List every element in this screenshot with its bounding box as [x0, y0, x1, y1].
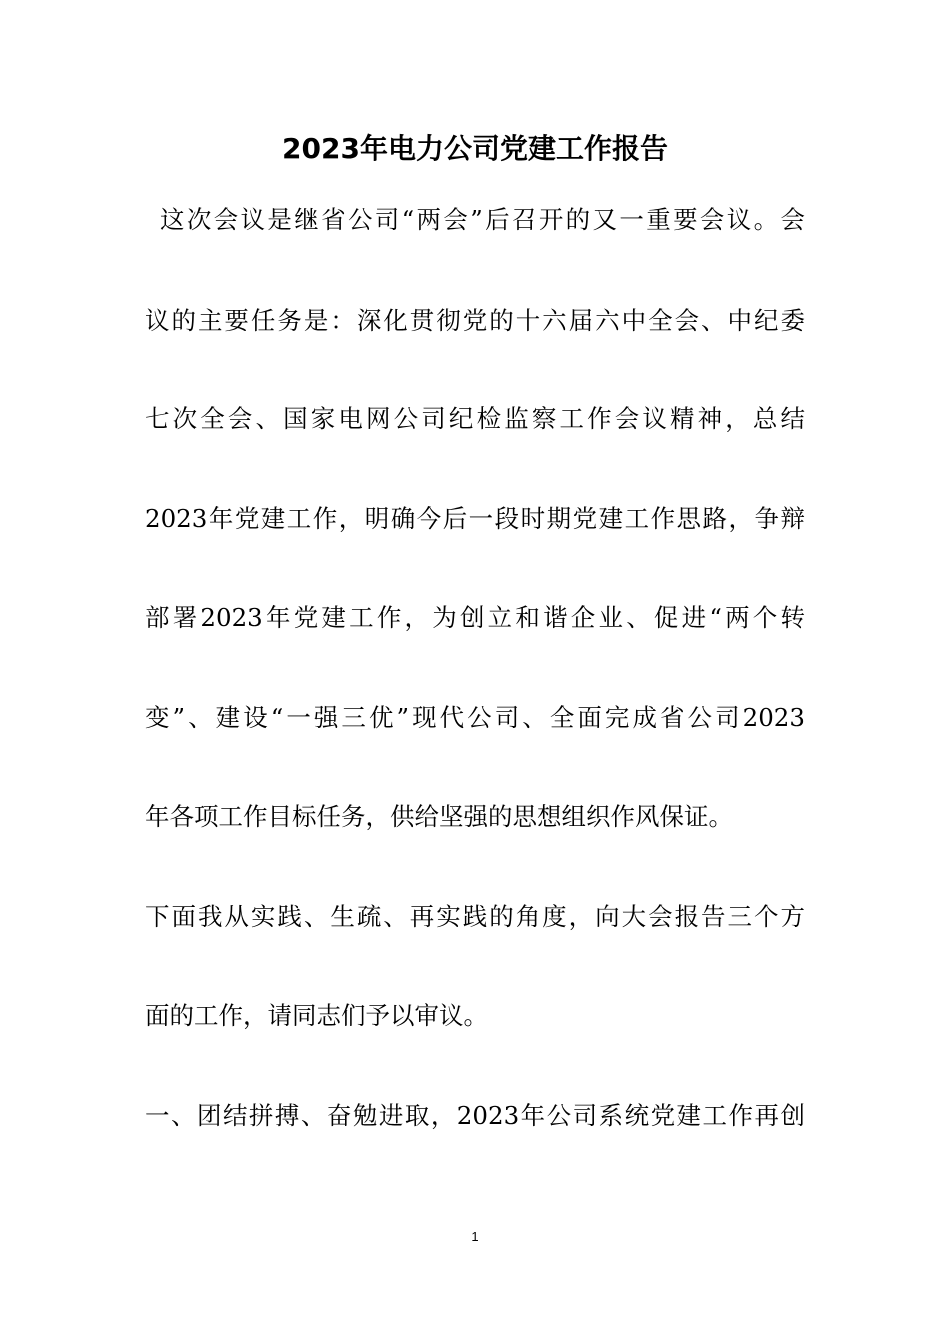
document-title: 2023年电力公司党建工作报告 — [282, 132, 668, 165]
paragraph-line: 这次会议是继省公司“两会”后召开的又一重要会议。会 — [160, 205, 805, 234]
paragraph-line: 面的工作，请同志们予以审议。 — [145, 1001, 488, 1030]
paragraph-line: 变”、建设“一强三优”现代公司、全面完成省公司2023 — [145, 703, 805, 732]
paragraph-line: 议的主要任务是：深化贯彻党的十六届六中全会、中纪委 — [145, 306, 805, 335]
paragraph-line: 下面我从实践、生疏、再实践的角度，向大会报告三个方 — [145, 902, 805, 931]
paragraph-line: 2023年党建工作，明确今后一段时期党建工作思路，争辩 — [145, 504, 805, 533]
paragraph-line: 部署2023年党建工作，为创立和谐企业、促进“两个转 — [145, 603, 805, 632]
paragraph-line: 年各项工作目标任务，供给坚强的思想组织作风保证。 — [145, 802, 733, 831]
paragraph-line: 一、团结拼搏、奋勉进取，2023年公司系统党建工作再创 — [145, 1101, 805, 1130]
paragraph-line: 七次全会、国家电网公司纪检监察工作会议精神，总结 — [145, 404, 805, 433]
page-number: 1 — [471, 1229, 479, 1244]
